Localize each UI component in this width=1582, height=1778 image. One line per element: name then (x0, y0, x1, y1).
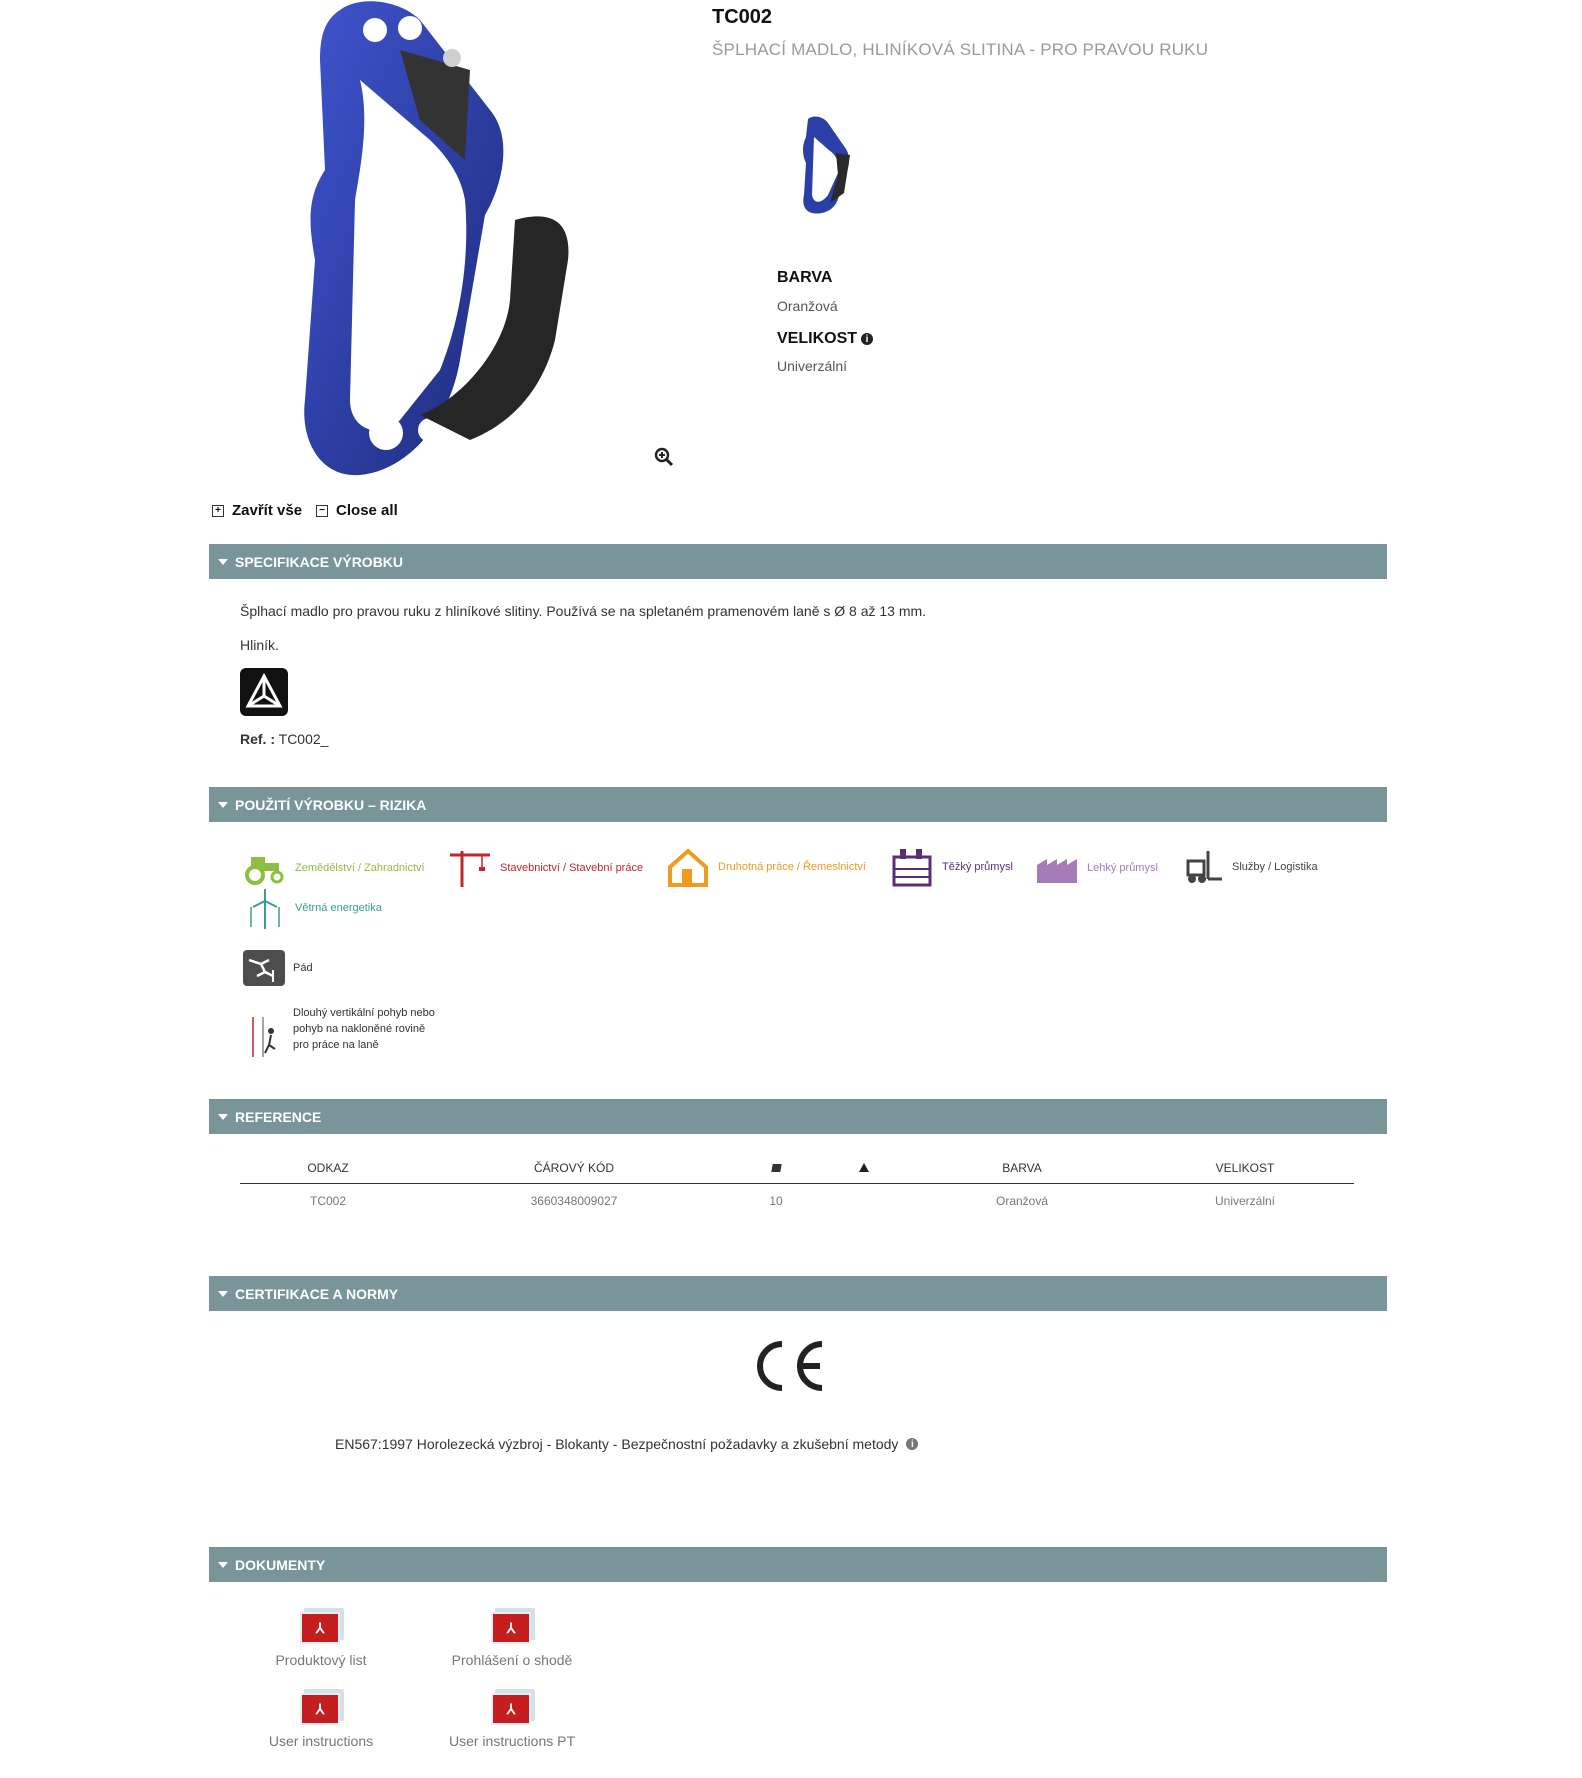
spec-material: Hliník. (240, 637, 279, 653)
sector-label: Služby / Logistika (1232, 861, 1318, 873)
crane-icon (448, 849, 492, 887)
section-reference-header[interactable] (209, 1099, 1387, 1134)
col-header: BARVA (908, 1153, 1136, 1184)
size-value: Univerzální (777, 358, 848, 374)
cell: Univerzální (1214, 1194, 1276, 1208)
sector-heavy-industry (890, 847, 1013, 887)
forklift-icon (1180, 849, 1224, 885)
sector-label: Druhotná práce / Řemeslnictví (718, 861, 866, 873)
table-row[interactable] (240, 1184, 1354, 1219)
doc-link[interactable] (241, 1689, 401, 1749)
doc-label[interactable]: User instructions (268, 1733, 374, 1749)
close-all-link[interactable]: Close all (336, 502, 398, 519)
pdf-icon[interactable]: ⅄ (491, 1608, 533, 1644)
doc-label[interactable]: Produktový list (275, 1652, 367, 1668)
plus-box-icon[interactable]: + (212, 505, 224, 517)
doc-link[interactable] (241, 1608, 401, 1668)
cell: 10 (769, 1194, 783, 1208)
sector-craft (666, 847, 866, 887)
sector-label: Lehký průmysl (1087, 862, 1158, 874)
risk-label-line: pro práce na laně (293, 1039, 379, 1051)
cert-norm (335, 1436, 918, 1452)
pdf-icon[interactable]: ⅄ (300, 1608, 342, 1644)
cert-norm-text: EN567:1997 Horolezecká výzbroj - Blokanty - Bezpečnostní požadavky a zkušební metody (335, 1436, 899, 1452)
toggle-all-controls (212, 502, 398, 519)
box-icon (732, 1153, 820, 1184)
ce-mark-icon (750, 1338, 826, 1394)
ce-mark (750, 1338, 826, 1398)
section-docs-title: DOKUMENTY (235, 1556, 326, 1573)
size-label-text: VELIKOST (777, 330, 858, 347)
light-industry-icon (1035, 851, 1079, 885)
sector-label: Větrná energetika (295, 902, 382, 914)
color-label: BARVA (777, 269, 833, 286)
sector-construction (448, 849, 643, 887)
sector-label: Stavebnictví / Stavební práce (500, 862, 644, 874)
sector-light-industry (1035, 851, 1158, 885)
sector-label: Zemědělství / Zahradnictví (295, 862, 425, 874)
caret-down-icon (218, 1291, 228, 1297)
fall-icon (243, 950, 285, 986)
risk-label-line: Dlouhý vertikální pohyb nebo (293, 1007, 435, 1019)
doc-label[interactable]: Prohlášení o shodě (451, 1652, 573, 1668)
risk-label-line: pohyb na nakloněné rovině (293, 1023, 426, 1035)
risk-rope-access (243, 1005, 435, 1061)
product-subtitle: ŠPLHACÍ MADLO, HLINÍKOVÁ SLITINA - PRO PRAVOU RUKU (712, 40, 1209, 59)
house-icon (666, 847, 710, 887)
weight-icon (820, 1153, 908, 1184)
doc-link[interactable] (432, 1608, 592, 1668)
pdf-icon[interactable]: ⅄ (300, 1689, 342, 1725)
spec-ref (240, 731, 328, 747)
risk-label: Pád (293, 962, 313, 974)
section-docs-header[interactable] (209, 1547, 1387, 1582)
col-header: VELIKOST (1136, 1153, 1354, 1184)
cell: Oranžová (995, 1194, 1049, 1208)
section-cert-header[interactable] (209, 1276, 1387, 1311)
product-thumbnail[interactable] (800, 115, 854, 215)
wind-turbine-icon (243, 887, 287, 929)
doc-link[interactable] (432, 1689, 592, 1749)
expand-all-link[interactable]: Zavřít vše (232, 502, 303, 519)
col-header: ČÁROVÝ KÓD (416, 1153, 732, 1184)
col-header: ODKAZ (240, 1153, 416, 1184)
zoom-icon[interactable] (654, 447, 674, 472)
section-spec-title: SPECIFIKACE VÝROBKU (235, 553, 404, 570)
cell (820, 1184, 908, 1219)
caret-down-icon (218, 1562, 228, 1568)
risk-fall (243, 950, 313, 986)
cell: TC002 (309, 1194, 347, 1208)
sector-wind-energy (243, 887, 382, 929)
table-header-row (240, 1153, 1354, 1184)
spec-ref-value: TC002_ (278, 731, 329, 747)
sector-agriculture (243, 851, 425, 885)
aluminium-icon (240, 668, 288, 721)
caret-down-icon (218, 802, 228, 808)
cell: 3660348009027 (530, 1194, 618, 1208)
section-usage-title: POUŽITÍ VÝROBKU – RIZIKA (235, 796, 427, 813)
product-code: TC002 (712, 6, 773, 28)
tractor-icon (243, 851, 287, 885)
doc-label[interactable]: User instructions PT (448, 1733, 576, 1749)
pdf-icon[interactable]: ⅄ (491, 1689, 533, 1725)
section-reference-title: REFERENCE (235, 1108, 322, 1125)
info-icon[interactable]: i (861, 333, 873, 345)
sector-label: Těžký průmysl (942, 861, 1013, 873)
sector-logistics (1180, 849, 1318, 885)
minus-box-icon[interactable]: − (316, 505, 328, 517)
section-cert-title: CERTIFIKACE A NORMY (235, 1285, 399, 1302)
color-value: Oranžová (777, 298, 838, 314)
reference-table (240, 1153, 1354, 1218)
rope-access-icon (243, 1013, 285, 1061)
heavy-industry-icon (890, 847, 934, 887)
spec-ref-label: Ref. : (240, 731, 275, 747)
product-image[interactable] (300, 0, 600, 480)
section-usage-header[interactable] (209, 787, 1387, 822)
info-icon[interactable]: i (906, 1438, 918, 1450)
spec-description: Šplhací madlo pro pravou ruku z hliníkové slitiny. Používá se na spletaném pramenovém laně s Ø 8 až 13 mm. (240, 603, 927, 619)
caret-down-icon (218, 1114, 228, 1120)
size-label (777, 330, 873, 348)
section-spec-header[interactable] (209, 544, 1387, 579)
caret-down-icon (218, 559, 228, 565)
